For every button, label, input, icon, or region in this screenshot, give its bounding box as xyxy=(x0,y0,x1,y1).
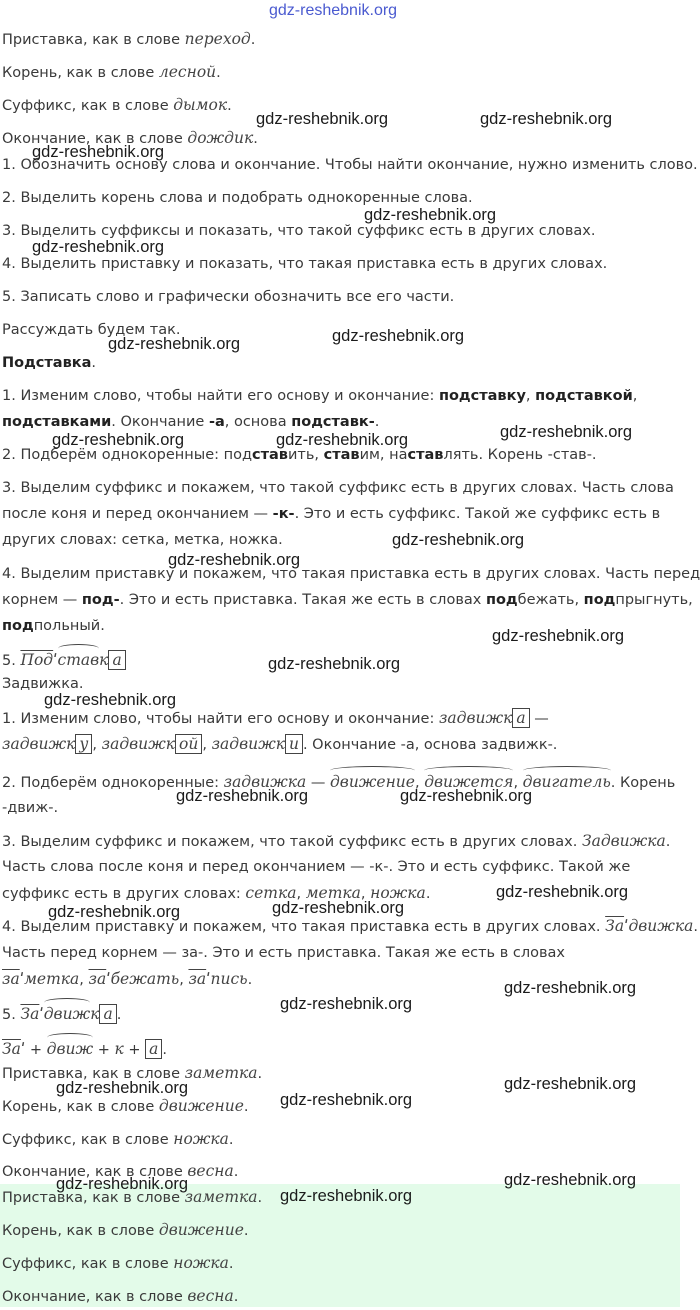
intro-label: Окончание, как в слове xyxy=(2,131,188,147)
intro-label: Суффикс, как в слове xyxy=(2,98,174,114)
intro-line-suffix: Суффикс, как в слове дымок. xyxy=(2,96,232,114)
outro-line-prefix: Приставка, как в слове заметка. xyxy=(2,1064,263,1082)
watermark: gdz-reshebnik.org xyxy=(332,327,465,345)
root-mark: движ xyxy=(44,1001,90,1027)
watermark: gdz-reshebnik.org xyxy=(280,1091,413,1109)
prefix-mark: За xyxy=(20,1005,40,1023)
watermark: gdz-reshebnik.org xyxy=(52,431,185,449)
word1-p3-line3: других словах: сетка, метка, ножка. xyxy=(2,532,283,548)
suffix-mark: к xyxy=(99,651,109,669)
watermark: gdz-reshebnik.org xyxy=(500,423,633,441)
watermark: gdz-reshebnik.org xyxy=(32,143,165,161)
word1-title: Подставка. xyxy=(2,355,97,371)
step-5: 5. Записать слово и графически обозначить все его части. xyxy=(2,289,455,305)
watermark: gdz-reshebnik.org xyxy=(32,238,165,256)
watermark-top: gdz-reshebnik.org xyxy=(269,2,398,19)
word2-morpheme-parse: 5. Заˈдвижк а . xyxy=(2,1001,676,1028)
suffix-mark: к xyxy=(90,1005,100,1023)
reason-line: Рассуждать будем так. xyxy=(2,322,181,338)
outro2-line-prefix: Приставка, как в слове заметка. xyxy=(2,1188,263,1206)
word1-p4-line3: подпольный. xyxy=(2,618,105,634)
ending-box: а xyxy=(145,1039,162,1059)
word1-p3-line1: 3. Выделим суффикс и покажем, что такой суффикс есть в других словах. Часть слова xyxy=(2,480,674,496)
watermark: gdz-reshebnik.org xyxy=(392,531,525,549)
outro-line-suffix: Суффикс, как в слове ножка. xyxy=(2,1130,234,1148)
intro-example: дымок xyxy=(173,96,228,114)
intro-line-ending: Окончание, как в слове дождик. xyxy=(2,129,258,147)
ending-box: ой xyxy=(175,734,202,754)
intro-label: Корень, как в слове xyxy=(2,65,159,81)
watermark: gdz-reshebnik.org xyxy=(44,691,177,709)
outro-line-root: Корень, как в слове движение. xyxy=(2,1097,249,1115)
intro-example: лесной xyxy=(158,63,217,81)
word2-p3-line1: 3. Выделим суффикс и покажем, что такой суффикс есть в других словах. Задвижка. xyxy=(2,832,671,850)
step-4: 4. Выделить приставку и показать, что такая приставка есть в других словах. xyxy=(2,256,608,272)
outro2-line-root: Корень, как в слове движение. xyxy=(2,1221,249,1239)
word2-p1-line2: задвижк у , задвижк ой , задвижк и . Окончание -а, основа задвижк-. xyxy=(2,735,558,753)
watermark: gdz-reshebnik.org xyxy=(48,903,181,921)
ending-box: а xyxy=(512,708,529,728)
step-2: 2. Выделить корень слова и подобрать однокоренные слова. xyxy=(2,190,473,206)
watermark: gdz-reshebnik.org xyxy=(256,110,389,128)
watermark: gdz-reshebnik.org xyxy=(364,206,497,224)
word2-p4-line3: заˈметка, заˈбежать, заˈпись. xyxy=(2,970,253,988)
suffix-mark: к xyxy=(114,1040,124,1058)
intro-example: дождик xyxy=(187,129,254,147)
watermark: gdz-reshebnik.org xyxy=(268,655,401,673)
step-3: 3. Выделить суффиксы и показать, что такой суффикс есть в других словах. xyxy=(2,223,596,239)
word1-p1-line1: 1. Изменим слово, чтобы найти его основу и окончание: подставку, подставкой, xyxy=(2,388,638,404)
word2-p4-line2: Часть перед корнем — за-. Это и есть приставка. Такая же есть в словах xyxy=(2,945,565,961)
watermark: gdz-reshebnik.org xyxy=(280,1187,413,1205)
intro-label: Приставка, как в слове xyxy=(2,32,185,48)
intro-line-root: Корень, как в слове лесной. xyxy=(2,63,221,81)
outro-line-ending: Окончание, как в слове весна. xyxy=(2,1162,239,1180)
word2-p1-line1: 1. Изменим слово, чтобы найти его основу и окончание: задвижк а — xyxy=(2,709,549,727)
intro-example: переход xyxy=(184,30,251,48)
watermark: gdz-reshebnik.org xyxy=(504,1171,637,1189)
word2-p3-line2: Часть слова после коня и перед окончанием — -к-. Это и есть суффикс. Такой же xyxy=(2,859,631,875)
prefix-mark: Под xyxy=(20,651,54,669)
watermark: gdz-reshebnik.org xyxy=(168,551,301,569)
ending-box: а xyxy=(108,650,125,670)
word2-morpheme-sum: Заˈ + движ + к + а . xyxy=(2,1036,676,1063)
step-1: 1. Обозначить основу слова и окончание. Чтобы найти окончание, нужно изменить слово. xyxy=(2,157,698,173)
watermark: gdz-reshebnik.org xyxy=(280,995,413,1013)
ending-box: у xyxy=(75,734,92,754)
watermark: gdz-reshebnik.org xyxy=(108,335,241,353)
prefix-mark: За xyxy=(2,1040,21,1058)
word1-p4-line1: 4. Выделим приставку и покажем, что такая приставка есть в других словах. Часть перед xyxy=(2,566,700,582)
word1-p4-line2: корнем — под-. Это и есть приставка. Такая же есть в словах подбежать, подпрыгнуть, xyxy=(2,592,693,608)
word1-p2: 2. Подберём однокоренные: подставить, ставим, наставлять. Корень -став-. xyxy=(2,447,597,463)
watermark: gdz-reshebnik.org xyxy=(504,979,637,997)
word2-p4-line1: 4. Выделим приставку и покажем, что такая приставка есть в других словах. Заˈдвижка. xyxy=(2,917,698,935)
root-mark: движ xyxy=(47,1036,93,1062)
watermark: gdz-reshebnik.org xyxy=(480,110,613,128)
root-mark: став xyxy=(58,647,100,673)
watermark: gdz-reshebnik.org xyxy=(276,431,409,449)
watermark: gdz-reshebnik.org xyxy=(56,1175,189,1193)
intro-line-prefix: Приставка, как в слове переход. xyxy=(2,30,256,48)
word1-morpheme-parse: 5. Подˈставк а xyxy=(2,647,676,674)
watermark: gdz-reshebnik.org xyxy=(272,899,405,917)
ending-box: и xyxy=(285,734,303,754)
word1-p3-line2: после коня и перед окончанием — -к-. Это и есть суффикс. Такой же суффикс есть в xyxy=(2,506,661,522)
word1-p1-line2: подставками. Окончание -а, основа подставк-. xyxy=(2,414,380,430)
watermark: gdz-reshebnik.org xyxy=(492,627,625,645)
outro2-line-suffix: Суффикс, как в слове ножка. xyxy=(2,1254,234,1272)
watermark: gdz-reshebnik.org xyxy=(496,883,629,901)
ending-box: а xyxy=(99,1004,116,1024)
word2-title: Задвижка. xyxy=(2,676,84,692)
watermark: gdz-reshebnik.org xyxy=(400,787,533,805)
watermark: gdz-reshebnik.org xyxy=(176,787,309,805)
word2-p3-line3: суффикс есть в других словах: сетка, метка, ножка. xyxy=(2,884,431,902)
watermark: gdz-reshebnik.org xyxy=(56,1079,189,1097)
outro2-line-ending: Окончание, как в слове весна. xyxy=(2,1287,239,1305)
word2-p2-line2: -движ-. xyxy=(2,800,59,816)
watermark: gdz-reshebnik.org xyxy=(504,1075,637,1093)
word2-p2-line1: 2. Подберём однокоренные: задвижка — движение, движется, двигатель. Корень xyxy=(2,769,676,796)
